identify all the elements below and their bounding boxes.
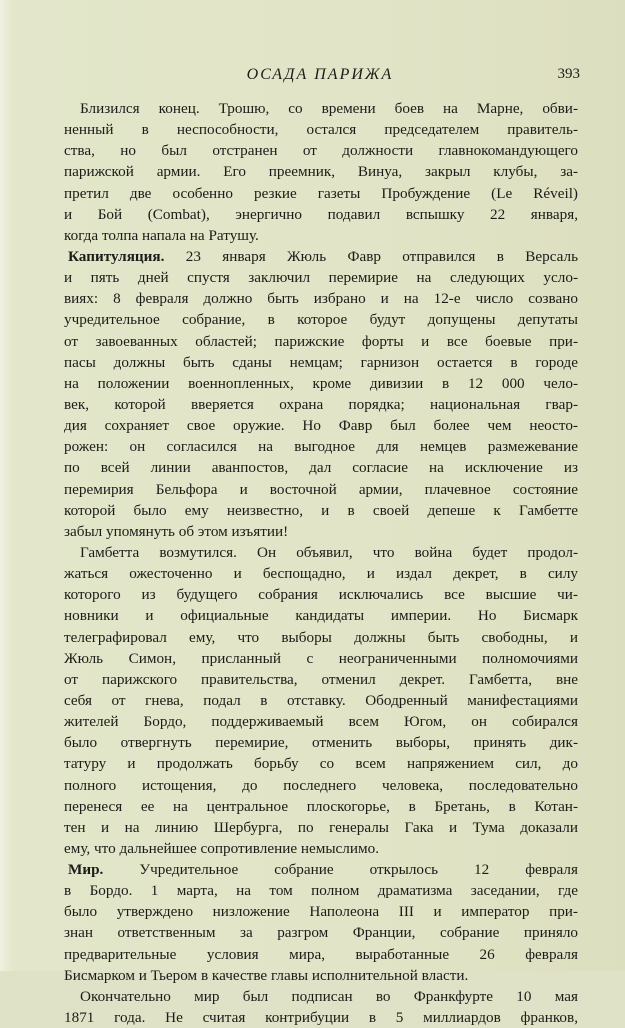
text-line: пасы должны быть сданы немцам; гарнизон остается в городе [64, 353, 578, 371]
text-line: в Бордо. 1 марта, на том полном драматизма заседании, где [64, 882, 578, 900]
text-line: которого из будущего собрания исключались все высшие чи- [64, 586, 578, 604]
text-line: ства, но был отстранен от должности главнокомандующего [64, 142, 578, 160]
text-line: предварительные условия мира, выработанные 26 февраля [64, 945, 578, 963]
text-line: по всей линии аванпостов, дал согласие на исключение из [64, 459, 578, 477]
text-line: ненный в неспособности, остался председателем правитель- [64, 121, 578, 139]
text-line: дия сохраняет свое оружие. Но Фавр был более чем неосто- [64, 417, 578, 435]
text-line: виях: 8 февраля должно быть избрано и на 12-е число созвано [64, 290, 578, 308]
text-line: которой было ему неизвестно, и в своей депеше к Гамбетте [64, 501, 578, 519]
text-line: 1871 года. Не считая контрибуции в 5 миллиардов франков, [64, 1009, 578, 1027]
text-line: знан ответственным за разгром Франции, собрание приняло [64, 924, 578, 942]
text-line: претил две особенно резкие газеты Пробуждение (Le Réveil) [64, 184, 578, 202]
text-line: новники и официальные кандидаты империи. Но Бисмарк [64, 607, 578, 625]
page-header [60, 66, 580, 88]
text-line: полного истощения, до последнего человека, последовательно [64, 776, 578, 794]
text-line: от завоеванных областей; парижские форты и все боевые при- [64, 332, 578, 350]
text-line: рожен: он согласился на выгодное для немцев размежевание [64, 438, 578, 456]
section-heading: Капитуляция. [68, 247, 165, 265]
text-line: забыл упомянуть об этом изъятии! [64, 522, 289, 540]
text-line: Окончательно мир был подписан во Франкфурте 10 мая [80, 987, 578, 1005]
text-line: жителей Бордо, поддерживаемый всем Югом, он собирался [64, 713, 578, 731]
text-line: Гамбетта возмутился. Он объявил, что война будет продол- [80, 543, 578, 561]
text-line: жаться ожесточенно и беспощадно, и издал декрет, в силу [64, 565, 578, 583]
text-line [64, 246, 578, 267]
text-line: Жюль Симон, присланный с неограниченными полномочиями [64, 649, 578, 667]
text-fragment: 23 января Жюль Фавр отправился в Версаль [164, 247, 578, 265]
text-line: парижской армии. Его преемник, Винуа, закрыл клубы, за- [64, 163, 578, 181]
page-number: 393 [557, 66, 580, 82]
text-line: когда толпа напала на Ратушу. [64, 226, 259, 244]
running-title: ОСАДА ПАРИЖА [246, 66, 394, 83]
text-line: век, которой вверяется охрана порядка; национальная гвар- [64, 395, 578, 413]
page-binding-edge [0, 0, 12, 971]
text-line: и Бой (Combat), энергично подавил вспышку 22 января, [64, 205, 578, 223]
text-line: и пять дней спустя заключил перемирие на следующих усло- [64, 269, 578, 287]
text-line: татуру и продолжать борьбу со всем напряжением сил, до [64, 755, 578, 773]
text-fragment: Учредительное собрание открылось 12 февраля [103, 861, 578, 879]
text-line [64, 859, 578, 880]
text-line: тен и на линию Шербурга, по генералы Гака и Тума доказали [64, 818, 578, 836]
text-line: Бисмарком и Тьером в качестве главы исполнительной власти. [64, 966, 469, 984]
text-line: Близился конец. Трошю, со времени боев на Марне, обви- [80, 100, 578, 117]
text-line: ему, что дальнейшее сопротивление немыслимо. [64, 839, 379, 857]
text-line: перенеся ее на центральное плоскогорье, в Бретань, в Котан- [64, 797, 578, 815]
text-line: от парижского правительства, отменил декрет. Гамбетта, вне [64, 670, 578, 688]
text-line: учредительное собрание, в которое будут допущены депутаты [64, 311, 578, 329]
text-line: себя от гнева, подал в отставку. Ободренный манифестациями [64, 691, 578, 709]
text-line: было утверждено низложение Наполеона III и император при- [64, 903, 578, 921]
text-line: на положении военнопленных, кроме дивизии в 12 000 чело- [64, 374, 578, 392]
text-line: телеграфировал ему, что выборы должны быть свободны, и [64, 628, 578, 646]
body-text [64, 98, 578, 1028]
section-heading: Мир. [68, 861, 104, 879]
text-line: было отвергнуть перемирие, отменить выборы, принять дик- [64, 734, 578, 752]
text-line: перемирия Бельфора и восточной армии, плачевное состояние [64, 480, 578, 498]
